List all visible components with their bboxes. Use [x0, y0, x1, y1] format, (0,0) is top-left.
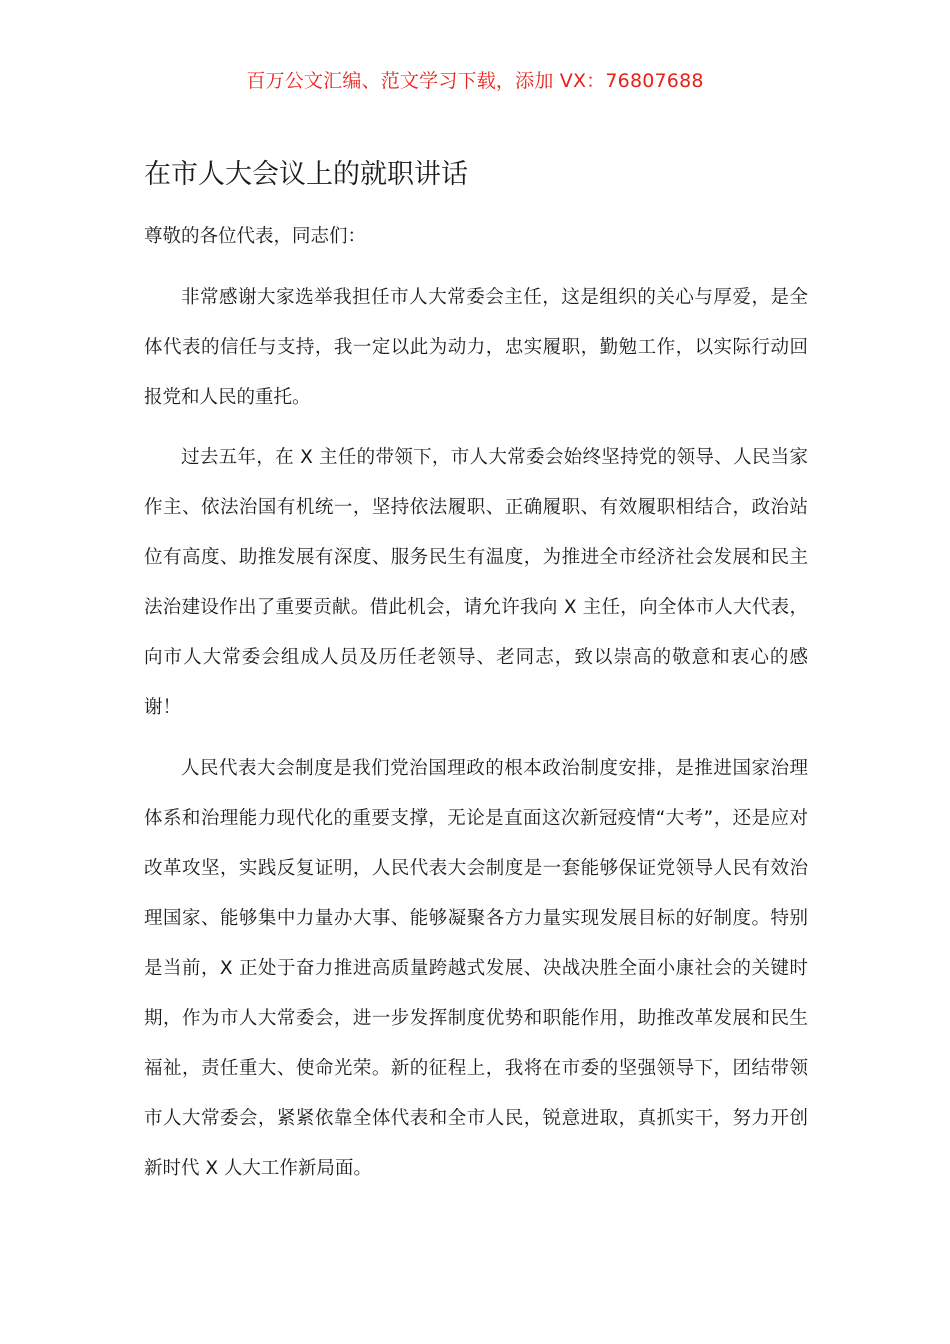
paragraph-2: 过去五年，在 X 主任的带领下，市人大常委会始终坚持党的领导、人民当家作主、依法治国有机统一，坚持依法履职、正确履职、有效履职相结合，政治站位有高度、助推发展有深度、服务民生有温度，为推进全市经济社会发展和民主法治建设作出了重要贡献。借此机会，请允许我向 X 主任，向全体市人大代表，向市人大常委会组成人员及历任老领导、老同志，致以崇高的敬意和衷心的感谢！ — [144, 447, 808, 718]
header-banner: 百万公文汇编、范文学习下载，添加 VX：76807688 — [246, 70, 704, 92]
paragraph-3: 人民代表大会制度是我们党治国理政的根本政治制度安排，是推进国家治理体系和治理能力现代化的重要支撑，无论是直面这次新冠疫情“大考”，还是应对改革攻坚，实践反复证明，人民代表大会制度是一套能够保证党领导人民有效治理国家、能够集中力量办大事、能够凝聚各方力量实现发展目标的好制度。特别是当前，X 正处于奋力推进高质量跨越式发展、决战决胜全面小康社会的关键时期，作为市人大常委会，进一步发挥制度优势和职能作用，助推改革发展和民生福祉，责任重大、使命光荣。新的征程上，我将在市委的坚强领导下，团结带领市人大常委会，紧紧依靠全体代表和全市人民，锐意进取，真抓实干，努力开创新时代 X 人大工作新局面。 — [144, 758, 808, 1179]
document-title: 在市人大会议上的就职讲话 — [144, 159, 468, 190]
paragraph-1: 非常感谢大家选举我担任市人大常委会主任，这是组织的关心与厚爱，是全体代表的信任与支持，我一定以此为动力，忠实履职，勤勉工作，以实际行动回报党和人民的重托。 — [144, 287, 808, 408]
salutation: 尊敬的各位代表，同志们： — [144, 226, 367, 247]
